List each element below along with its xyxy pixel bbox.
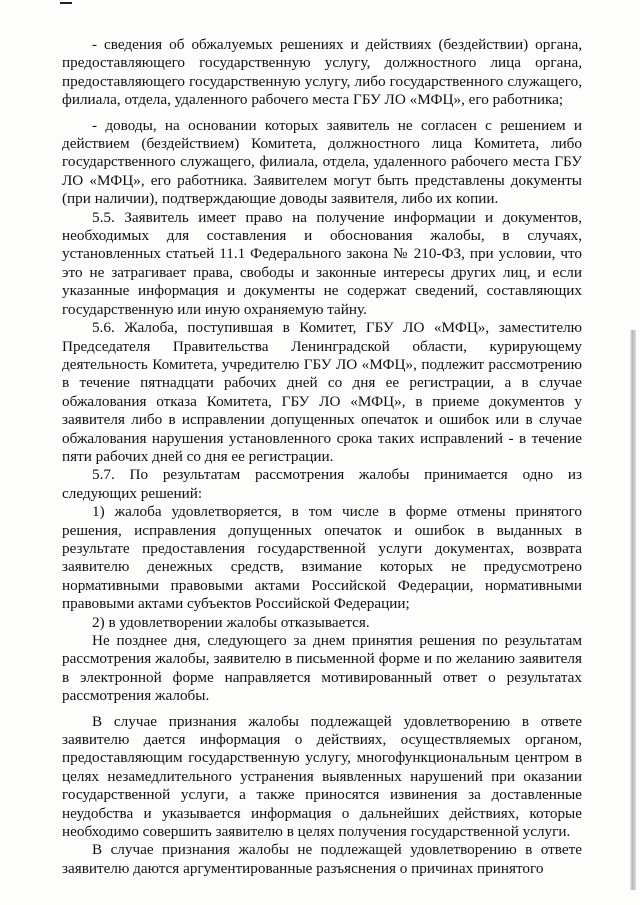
scan-mark — [60, 2, 72, 4]
paragraph-appeal-info: - сведения об обжалуемых решениях и действиях (бездействии) органа, предоставляющего государственную услугу, должностного лица органа, предоставляющего государственную услугу, либо государственного служащего, филиала, отдела, удаленного рабочего места ГБУ ЛО «МФЦ», его работника; — [62, 36, 582, 109]
paragraph-complaint-satisfied: В случае признания жалобы подлежащей удовлетворению в ответе заявителю дается информация о действиях, осуществляемых органом, предоставляющим государственную услугу, многофункциональным центром в целях незамедлительного устранения выявленных нарушений при оказании государственной услуги, а также приносятся извинения за доставленные неудобства и указывается информация о дальнейших действиях, которые необходимо совершить заявителю в целях получения государственной услуги. — [62, 712, 582, 841]
paragraph-5-6: 5.6. Жалоба, поступившая в Комитет, ГБУ ЛО «МФЦ», заместителю Председателя Правительства Ленинградской области, курирующему деятельность Комитета, учредителю ГБУ ЛО «МФЦ», подлежит рассмотрению в течение пятнадцати рабочих дней со дня ее регистрации, а в случае обжалования отказа Комитета, ГБУ ЛО «МФЦ», в приеме документов у заявителя либо в исправлении допущенных опечаток и ошибок или в случае обжалования нарушения установленного срока таких исправлений - в течение пяти рабочих дней со дня ее регистрации. — [62, 319, 582, 465]
document-body — [62, 36, 582, 878]
paragraph-5-5: 5.5. Заявитель имеет право на получение информации и документов, необходимых для составления и обоснования жалобы, в случаях, установленных статьей 11.1 Федерального закона № 210-ФЗ, при условии, что это не затрагивает права, свободы и законные интересы других лиц, и если указанные информация и документы не содержат сведений, составляющих государственную или иную охраняемую тайну. — [62, 208, 582, 318]
paragraph-complaint-rejected: В случае признания жалобы не подлежащей удовлетворению в ответе заявителю даются аргументированные разъяснения о причинах принятого — [62, 841, 582, 877]
paragraph-5-7: 5.7. По результатам рассмотрения жалобы принимается одно из следующих решений: — [62, 466, 582, 502]
paragraph-arguments: - доводы, на основании которых заявитель не согласен с решением и действием (бездействием) Комитета, должностного лица Комитета, либо государственного служащего, филиала, отдела, удаленного рабочего места ГБУ ЛО «МФЦ», его работника. Заявителем могут быть представлены документы (при наличии), подтверждающие доводы заявителя, либо их копии. — [62, 116, 582, 208]
paragraph-decision-1: 1) жалоба удовлетворяется, в том числе в форме отмены принятого решения, исправления допущенных опечаток и ошибок в выданных в результате предоставления государственной услуги документах, возврата заявителю денежных средств, взимание которых не предусмотрено нормативными правовыми актами Российской Федерации, нормативными правовыми актами субъектов Российской Федерации; — [62, 503, 582, 613]
scan-edge-shadow — [630, 330, 636, 890]
paragraph-response-deadline: Не позднее дня, следующего за днем принятия решения по результатам рассмотрения жалобы, заявителю в письменной форме и по желанию заявителя в электронной форме направляется мотивированный ответ о результатах рассмотрения жалобы. — [62, 632, 582, 705]
paragraph-decision-2: 2) в удовлетворении жалобы отказывается. — [92, 613, 370, 631]
